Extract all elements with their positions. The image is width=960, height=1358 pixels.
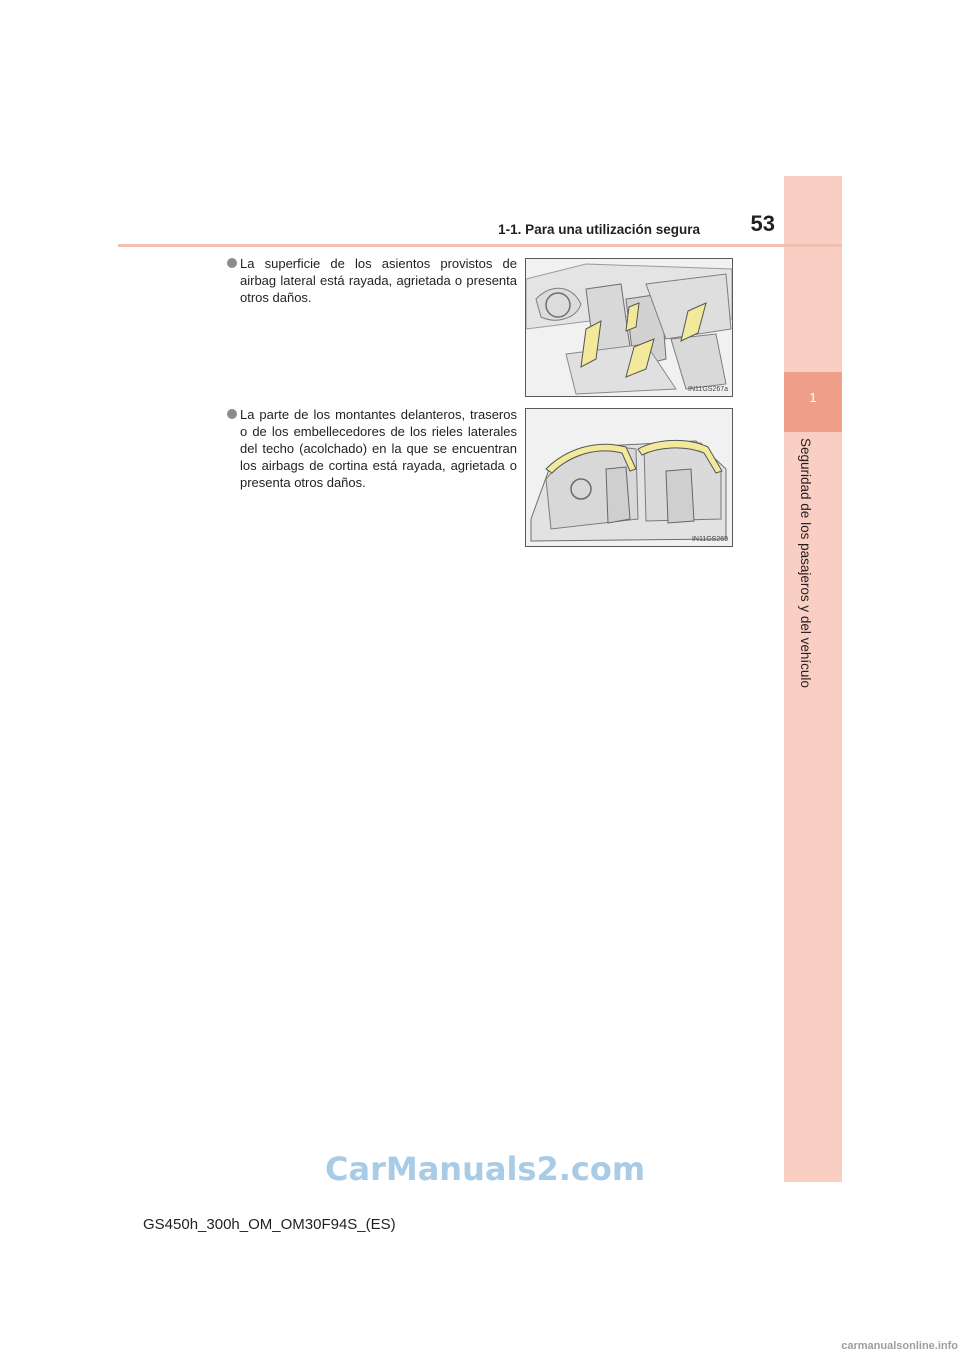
- page-number: 53: [750, 211, 775, 236]
- chapter-side-tab: [784, 176, 842, 1182]
- chapter-title: Seguridad de los pasajeros y del vehículo: [798, 438, 813, 688]
- figure-code: IN11GS267a: [688, 386, 728, 393]
- bullet-dot-icon: [227, 258, 237, 268]
- figure-seat-side-airbags: [525, 258, 733, 397]
- watermark-logo: CarManuals2.com: [325, 1150, 646, 1188]
- figure-code: IN11GS269: [691, 536, 728, 543]
- figure-curtain-airbags: [525, 408, 733, 547]
- watermark-url: carmanualsonline.info: [780, 1340, 958, 1352]
- footer-doc-code: GS450h_300h_OM_OM30F94S_(ES): [143, 1216, 396, 1233]
- section-title: 1-1. Para una utilización segura: [498, 222, 700, 237]
- chapter-number: 1: [809, 390, 817, 405]
- bullet-dot-icon: [227, 409, 237, 419]
- header-rule: [118, 244, 842, 247]
- bullet-item-seat-airbag: [227, 255, 517, 306]
- bullet-text: La parte de los montantes delanteros, traseros o de los embellecedores de los rieles laterales del techo (acolchado) en la que se encuentran los airbags de cortina está rayada, agrietada o presenta otros daños.: [240, 407, 517, 490]
- seat-interior-illustration: [526, 259, 732, 396]
- bullet-text: La superficie de los asientos provistos de airbag lateral está rayada, agrietada o presenta otros daños.: [240, 256, 517, 305]
- bullet-item-curtain-airbag: [227, 406, 517, 491]
- cabin-illustration: [526, 409, 732, 546]
